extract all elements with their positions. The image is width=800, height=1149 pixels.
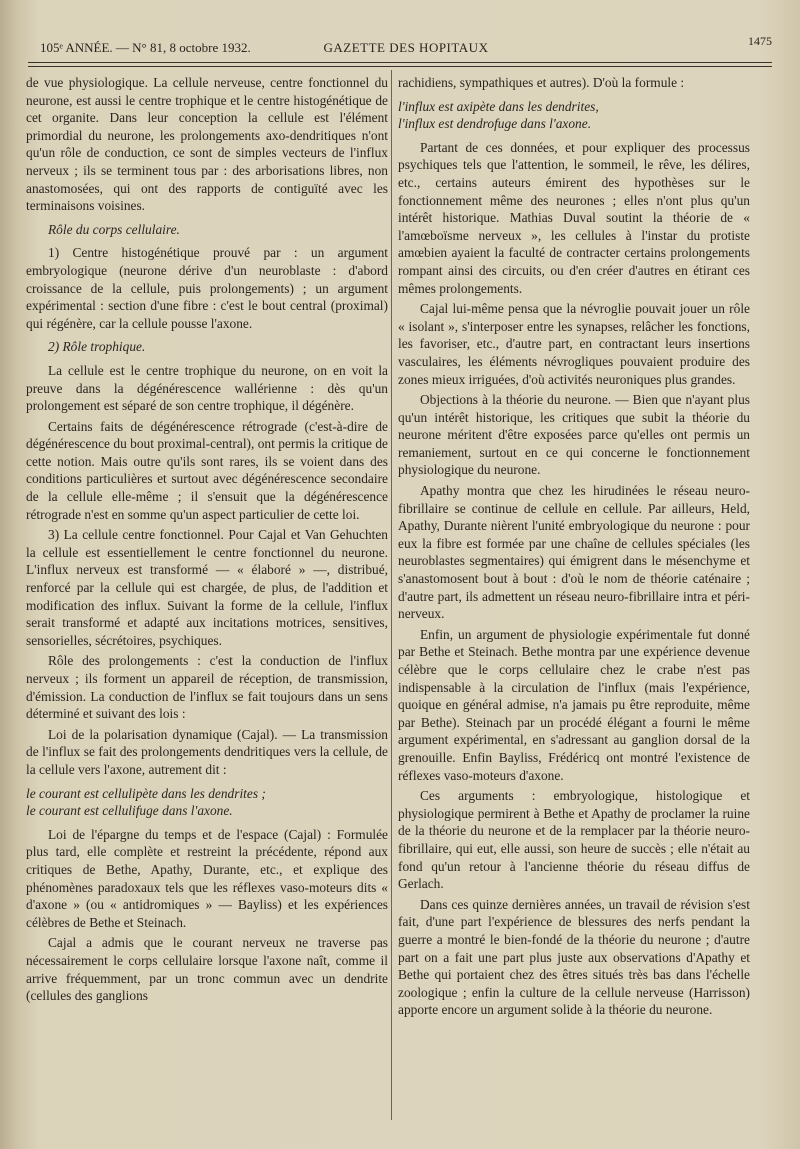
formula	[26, 785, 388, 820]
paragraph: rachidiens, sympathiques et autres). D'où la formule :	[398, 75, 685, 90]
page-number: 1475	[748, 34, 772, 48]
formula-line: le courant est cellulipète dans les dendrites ;	[26, 785, 266, 801]
paragraph: Dans ces quinze dernières années, un travail de révision s'est fait, d'une part l'expérience de blessures des nerfs pendant la guerre a montré le bien-fondé de la théorie du neurone ; d'autre part on a fait une part plus juste aux observations d'Apathy et Bethe qui portaient chez des êtres situés très bas dans l'échelle zoologique ; enfin la culture de la cellule nerveuse (Harrisson) apporte encore un argument solide à la théorie du neurone.	[398, 896, 750, 1018]
journal-title: GAZETTE DES HOPITAUX	[323, 40, 489, 55]
running-header	[40, 34, 772, 60]
paragraph: Enfin, un argument de physiologie expérimentale fut donné par Bethe et Steinach. Bethe montra par une expérience devenue célèbre que le corps cellulaire chez le crabe n'est pas indispensable à la circulation de l'influx (mais l'expérience, quoique en général admise, n'a jamais pu être reproduite, même par Bethe). Steinach par un procédé élégant a fourni le même argument expérimental, en s'adressant au ganglion dorsal de la grenouille. Enfin Bayliss, Frédéricq ont montré l'existence de réflexes vaso-moteurs d'axone.	[398, 626, 750, 783]
paragraph: Cajal lui-même pensa que la névroglie pouvait jouer un rôle « isolant », s'interposer entre les synapses, relâcher les fonctions, les favoriser, etc., d'autre part, en contractant leurs insertions vasculaires, les éléments névrogliques pouvaient produire des zones mieux irriguées, d'où activités neuroniques plus grandes.	[398, 301, 750, 387]
formula-line: l'influx est dendrofuge dans l'axone.	[398, 116, 592, 132]
paragraph: Partant de ces données, et pour expliquer des processus psychiques tels que l'attention, le sommeil, le rêve, les délires, etc., certains auteurs émirent des hypothèses sur le fonctionnement même des neurones ; elles n'ont plus qu'un intérêt historique. Mathias Duval soutint la théorie de « l'amœboïsme nerveux », les cellules à l'instar du protiste amœbien ayaient la faculté de contracter certains prolongements rompant ainsi des circuits, ou d'en créer d'autres en étirant ces mêmes prolongements.	[398, 139, 750, 296]
paragraph: La cellule est le centre trophique du neurone, on en voit la preuve dans la dégénérescence wallérienne : dès qu'un prolongement est séparé de son centre trophique, il dégénère.	[26, 362, 388, 414]
paragraph: 1) Centre histogénétique prouvé par : un argument embryologique (neurone dérive d'un neuroblaste : d'abord croissance de la cellule, puis prolongements) ; un argument expérimental : section d'une fibre : c'est le bout central (proximal) qui régénère, car la cellule pousse l'axone.	[26, 245, 388, 331]
formula-line: le courant est cellulifuge dans l'axone.	[26, 803, 233, 819]
paragraph: de vue physiologique. La cellule nerveuse, centre fonctionnel du neurone, est aussi le centre trophique et le centre histogénétique de cet organite. Dans leur conception la cellule est l'élément primordial du neurone, les prolongements axo-dendritiques n'ont qu'un rôle de conduction, ce sont de simples vecteurs de l'influx nerveux ; ils se terminent tous par : des arborisations libres, non anastomosées, qui ont des rapports de contiguïté avec les terminaisons voisines.	[26, 75, 388, 214]
paragraph: Cajal a admis que le courant nerveux ne traverse pas nécessairement le corps cellulaire lorsque l'axone naît, comme il arrive fréquemment, par un tronc commun avec un dendrite (cellules des ganglions	[26, 935, 388, 1004]
section-heading: Rôle du corps cellulaire.	[48, 221, 180, 237]
paragraph: Loi de l'épargne du temps et de l'espace (Cajal) : Formulée plus tard, elle complète et restreint la précédente, répond aux critiques de Bethe, Apathy, Durante, etc., et explique des phénomènes paradoxaux tels que les réflexes vaso-moteurs dits « d'axone » (ou « antidromiques » — Bayliss) et les expériences célèbres de Bethe et Steinach.	[26, 826, 388, 930]
paragraph: Objections à la théorie du neurone. — Bien que n'ayant plus qu'un intérêt historique, les critiques que subit la théorie du neurone méritent d'être exposées parce qu'elles ont permis un remaniement, surtout en ce qui concerne le fonctionnement physiologique du neurone.	[398, 392, 750, 478]
paragraph: Ces arguments : embryologique, histologique et physiologique permirent à Bethe et Apathy de proclamer la ruine de la théorie du neurone et de la remplacer par la théorie neuro-fibrillaire, qui eut, elle aussi, son heure de succès ; elle n'était au fond qu'un retour à l'ancienne théorie du réseau diffus de Gerlach.	[398, 788, 750, 892]
header-rule-bottom	[28, 66, 772, 67]
left-column	[26, 74, 388, 1008]
subsection-heading: 2) Rôle trophique.	[48, 339, 146, 355]
paragraph: Apathy montra que chez les hirudinées le réseau neuro-fibrillaire se continue de cellule en cellule. Par ailleurs, Held, Apathy, Durante nièrent l'unité embryologique du neurone : pour eux la fibre est formée par une chaîne de cellules spéciales (les neuroblastes segmentaires) qui émigrent dans le mésenchyme et s'anastomosent bout à bout : d'où le nom de théorie caténaire ; d'autre part, ils admettent un réseau neuro-fibrillaire intra et péri-nerveux.	[398, 483, 750, 622]
formula-line: l'influx est axipète dans les dendrites,	[398, 98, 599, 114]
column-divider	[391, 70, 392, 1120]
paragraph: Rôle des prolongements : c'est la conduction de l'influx nerveux ; ils forment un appareil de réception, de transmission, d'émission. La conduction de l'influx se fait toujours dans un sens déterminé et suivant des lois :	[26, 653, 388, 722]
issue-info: 105ᵉ ANNÉE. — N° 81, 8 octobre 1932.	[40, 40, 251, 55]
paragraph: Certains faits de dégénérescence rétrograde (c'est-à-dire de dégénérescence du bout proximal-central), ont permis la critique de cette notion. Mais outre qu'ils sont rares, ils se voient dans des conditions particulières et surtout avec dégénérescence secondaire de la cellule elle-même ; il s'ensuit que la dégénérescence rétrograde n'est en somme qu'un aspect particulier de cette loi.	[26, 418, 388, 522]
paragraph: Loi de la polarisation dynamique (Cajal). — La transmission de l'influx se fait des prolongements dendritiques vers la cellule, de la cellule vers l'axone, autrement dit :	[26, 726, 388, 777]
formula	[398, 98, 750, 133]
paragraph: 3) La cellule centre fonctionnel. Pour Cajal et Van Gehuchten la cellule est essentiellement le centre fonctionnel du neurone. L'influx nerveux est transformé — « élaboré » —, distribué, renforcé par la cellule qui est chargée, de plus, de l'addition et modification des influx. Suivant la forme de la cellule, l'influx serait transformé et adapté aux incitations motrices, sensitives, sensorielles, sécrétoires, psychiques.	[26, 527, 388, 648]
header-rule-top	[28, 62, 772, 63]
right-column	[398, 74, 750, 1022]
